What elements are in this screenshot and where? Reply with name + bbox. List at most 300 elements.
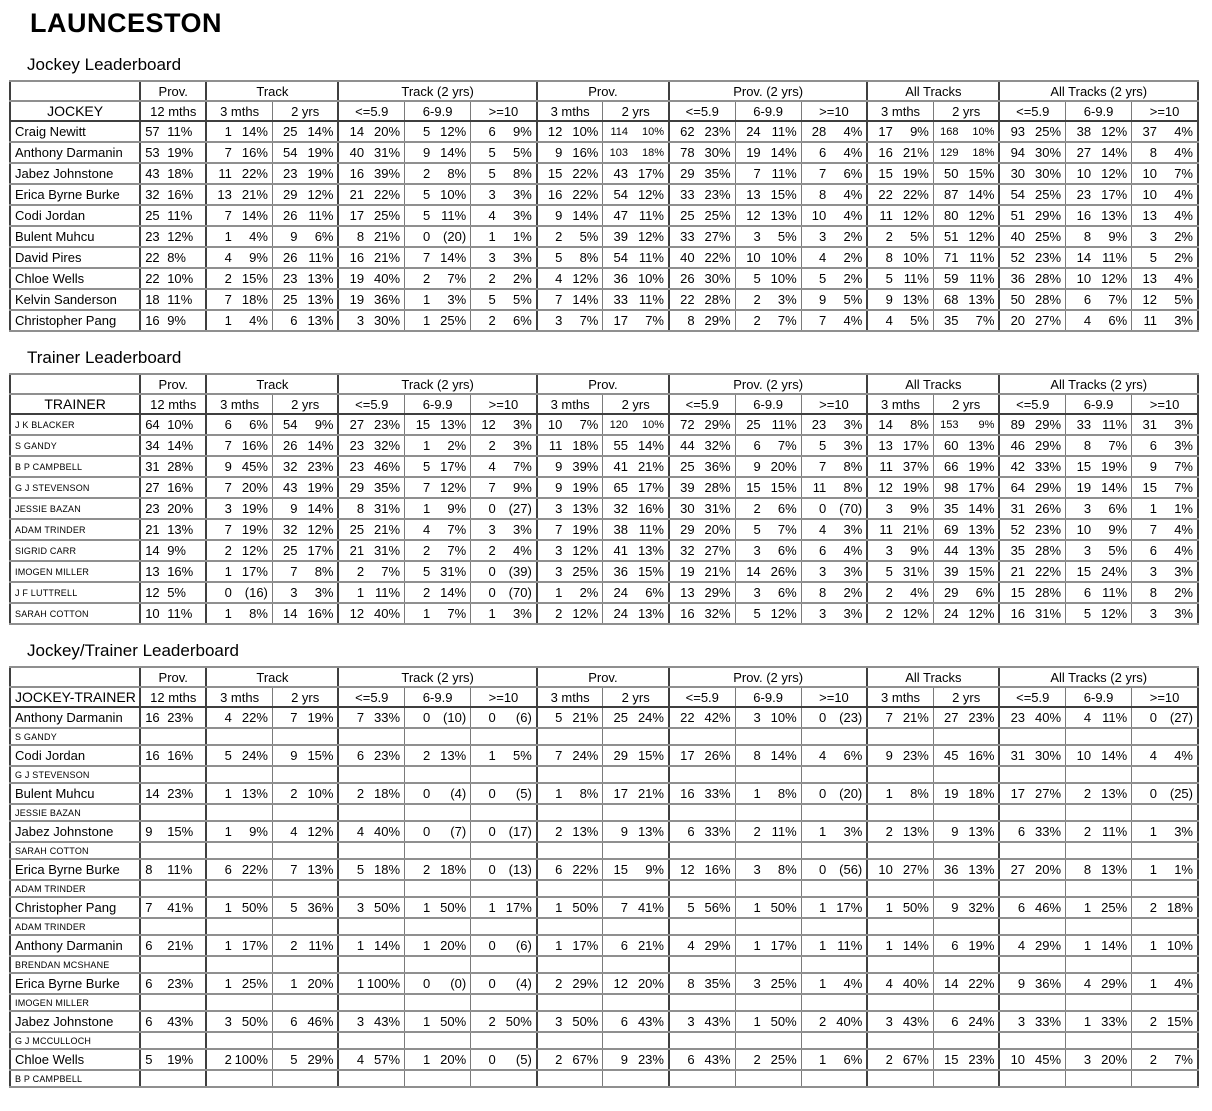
percent-value: 67%	[902, 1052, 929, 1067]
cell	[933, 268, 999, 289]
cell	[1132, 897, 1198, 918]
percent-value: 12%	[902, 606, 929, 621]
cell	[603, 435, 669, 456]
cell	[867, 707, 933, 728]
percent-value: 4%	[1174, 522, 1193, 537]
cell	[999, 804, 1065, 821]
count-value: 1	[819, 976, 827, 991]
percent-value: 6%	[843, 166, 863, 181]
percent-value: 28%	[1035, 543, 1062, 558]
percent-value: 1%	[1174, 501, 1193, 516]
cell-value	[1070, 564, 1127, 579]
cell	[933, 935, 999, 956]
cell-value	[938, 459, 995, 474]
percent-value: 11%	[308, 250, 334, 265]
percent-value: 19%	[968, 938, 995, 953]
cell-value	[674, 501, 731, 516]
cell-value	[145, 208, 201, 223]
percent-value: 3%	[512, 208, 532, 223]
cell	[801, 1070, 867, 1087]
cell-value	[806, 271, 863, 286]
count-value: 23	[283, 166, 298, 181]
count-value: 3	[555, 313, 563, 328]
percent-value: 36%	[1035, 976, 1062, 991]
cell-value	[806, 501, 863, 516]
cell	[537, 163, 603, 184]
cell	[603, 142, 669, 163]
cell-value	[211, 417, 268, 432]
cell	[1066, 289, 1132, 310]
cell	[801, 414, 867, 435]
count-value: 60	[943, 438, 959, 453]
section-title: Jockey Leaderboard	[27, 55, 182, 74]
cell-value	[674, 124, 731, 139]
cell	[801, 1049, 867, 1070]
percent-value: 25%	[241, 976, 268, 991]
cell-value	[343, 900, 400, 915]
count-value: 5	[1083, 606, 1092, 621]
cell-value	[211, 480, 268, 495]
percent-value: 100%	[366, 976, 401, 991]
cell-value	[938, 585, 995, 600]
cell-value	[740, 900, 797, 915]
percent-value: 23%	[307, 459, 334, 474]
count-value: 0	[488, 710, 496, 725]
percent-value: 14%	[770, 145, 797, 160]
cell	[801, 880, 867, 897]
cell	[999, 310, 1065, 331]
cell	[405, 745, 471, 766]
cell	[669, 561, 735, 582]
cell-value	[607, 166, 664, 181]
cell	[537, 498, 603, 519]
cell	[1132, 310, 1198, 331]
count-value: 69	[943, 522, 959, 537]
count-value: 9	[555, 459, 563, 474]
cell-value	[211, 585, 268, 600]
row-name: G J MCCULLOCH	[10, 1032, 140, 1049]
cell-value	[1004, 145, 1061, 160]
table-row	[10, 226, 1198, 247]
count-value: 3	[1017, 1014, 1026, 1029]
cell-value	[607, 250, 664, 265]
cell	[867, 184, 933, 205]
percent-value: 17%	[440, 459, 467, 474]
percent-value: 13%	[307, 271, 334, 286]
percent-value: 9%	[910, 543, 929, 558]
cell	[1066, 728, 1132, 745]
percent-value: 31%	[902, 564, 929, 579]
cell	[338, 414, 404, 435]
count-value: 7	[885, 710, 893, 725]
percent-value: 5%	[910, 313, 929, 328]
percent-value: (56)	[839, 862, 863, 877]
cell	[140, 745, 206, 766]
cell-value	[145, 786, 201, 801]
cell	[1066, 880, 1132, 897]
percent-value: 12%	[902, 208, 929, 223]
cell	[1132, 918, 1198, 935]
cell	[999, 289, 1065, 310]
count-value: 24	[613, 606, 628, 621]
cell	[603, 561, 669, 582]
cell-value	[740, 438, 797, 453]
cell-value	[277, 710, 334, 725]
count-value: 6	[687, 1052, 695, 1067]
row-name: Craig Newitt	[10, 121, 140, 142]
cell-value	[740, 564, 797, 579]
count-value: 10	[811, 208, 827, 223]
percent-value: 39%	[572, 459, 599, 474]
cell	[272, 935, 338, 956]
percent-value: 4%	[910, 585, 929, 600]
column-subheader: 3 mths	[537, 687, 603, 707]
cell	[669, 142, 735, 163]
percent-value: 19%	[307, 710, 334, 725]
percent-value: 5%	[167, 585, 186, 600]
cell	[603, 268, 669, 289]
cell-value	[277, 564, 334, 579]
cell	[471, 880, 537, 897]
cell-value	[475, 606, 532, 621]
cell	[471, 973, 537, 994]
percent-value: 10%	[641, 418, 664, 431]
cell-value	[475, 564, 532, 579]
percent-value: (23)	[839, 710, 863, 725]
cell	[537, 310, 603, 331]
percent-value: 10%	[770, 710, 797, 725]
percent-value: 14%	[1101, 145, 1128, 160]
cell-value	[277, 229, 334, 244]
cell-value	[542, 522, 599, 537]
percent-value: 50%	[241, 900, 268, 915]
percent-value: 15%	[1166, 1014, 1193, 1029]
cell	[405, 880, 471, 897]
cell	[999, 956, 1065, 973]
percent-value: 16%	[167, 564, 194, 579]
cell-value	[409, 208, 466, 223]
percent-value: (10)	[443, 710, 467, 725]
cell	[867, 435, 933, 456]
table-row	[10, 603, 1198, 624]
cell-value	[145, 229, 201, 244]
percent-value: 50%	[241, 1014, 268, 1029]
cell	[867, 310, 933, 331]
cell-value	[475, 145, 532, 160]
cell-value	[277, 208, 334, 223]
cell	[1132, 1032, 1198, 1049]
cell-value	[872, 480, 929, 495]
count-value: 0	[422, 786, 431, 801]
page-title: LAUNCESTON	[30, 8, 223, 38]
cell	[537, 1049, 603, 1070]
cell	[140, 477, 206, 498]
count-value: 0	[422, 710, 431, 725]
percent-value: 21%	[902, 145, 929, 160]
cell-value	[343, 710, 400, 725]
cell-value	[740, 522, 797, 537]
cell	[999, 498, 1065, 519]
cell-value	[938, 710, 995, 725]
cell	[933, 783, 999, 804]
count-value: 9	[224, 459, 232, 474]
count-value: 23	[811, 417, 827, 432]
cell	[603, 994, 669, 1011]
row-name: SIGRID CARR	[10, 540, 140, 561]
count-value: 6	[1083, 292, 1092, 307]
row-name: Jabez Johnstone	[10, 163, 140, 184]
cell-value	[542, 124, 599, 139]
percent-value: 11%	[1102, 824, 1128, 839]
cell	[735, 477, 801, 498]
percent-value: 5%	[777, 229, 797, 244]
column-subheader: <=5.9	[999, 394, 1065, 414]
percent-value: 40%	[1035, 710, 1062, 725]
cell-value	[1136, 480, 1193, 495]
count-value: 22	[145, 250, 160, 265]
cell	[405, 1049, 471, 1070]
cell	[801, 842, 867, 859]
count-value: 8	[819, 187, 827, 202]
cell	[537, 477, 603, 498]
column-group-header: Track (2 yrs)	[338, 374, 536, 394]
cell	[338, 1049, 404, 1070]
cell	[735, 935, 801, 956]
count-value: 6	[1149, 543, 1157, 558]
count-value: 17	[349, 208, 365, 223]
cell	[867, 1049, 933, 1070]
cell-value	[1004, 1052, 1061, 1067]
percent-value: 19%	[968, 459, 995, 474]
cell	[933, 1011, 999, 1032]
cell	[933, 163, 999, 184]
count-value: 1	[555, 938, 563, 953]
cell	[272, 540, 338, 561]
column-group-header: All Tracks (2 yrs)	[999, 81, 1198, 101]
count-value: 8	[1083, 229, 1092, 244]
percent-value: 19%	[307, 166, 334, 181]
cell-value	[938, 292, 995, 307]
cell-value	[674, 250, 731, 265]
cell	[669, 519, 735, 540]
count-value: 5	[422, 187, 431, 202]
cell	[933, 247, 999, 268]
count-value: 16	[1010, 606, 1026, 621]
percent-value: 12%	[1101, 124, 1128, 139]
cell	[867, 1011, 933, 1032]
count-value: 5	[422, 208, 431, 223]
cell-value	[607, 900, 664, 915]
cell-value	[607, 976, 664, 991]
cell-value	[475, 187, 532, 202]
cell	[338, 973, 404, 994]
column-group-row	[10, 81, 1198, 101]
cell-value	[211, 522, 268, 537]
percent-value: 28%	[1035, 271, 1062, 286]
cell-value	[607, 126, 664, 138]
count-value: 9	[951, 900, 959, 915]
column-group-header: All Tracks	[867, 81, 999, 101]
cell	[867, 582, 933, 603]
percent-value: 19%	[572, 480, 599, 495]
count-value: 7	[356, 710, 365, 725]
cell	[603, 498, 669, 519]
percent-value: 16%	[307, 606, 334, 621]
cell	[801, 477, 867, 498]
count-value: 12	[481, 417, 496, 432]
cell-value	[938, 938, 995, 953]
percent-value: 16%	[167, 187, 194, 202]
cell	[1132, 1070, 1198, 1087]
percent-value: 12%	[440, 480, 467, 495]
cell-value	[409, 710, 466, 725]
cell	[1066, 184, 1132, 205]
cell	[1132, 956, 1198, 973]
column-subheader: >=10	[801, 687, 867, 707]
percent-value: 50%	[572, 1014, 599, 1029]
cell	[1066, 163, 1132, 184]
count-value: 5	[687, 900, 695, 915]
count-value: 4	[422, 522, 431, 537]
count-value: 28	[811, 124, 827, 139]
percent-value: 12%	[307, 187, 334, 202]
cell-value	[674, 187, 731, 202]
cell-value	[542, 900, 599, 915]
cell	[405, 766, 471, 783]
cell	[537, 435, 603, 456]
percent-value: 22%	[241, 862, 268, 877]
table-row	[10, 728, 1198, 745]
cell	[471, 804, 537, 821]
percent-value: 40%	[902, 976, 929, 991]
percent-value: 23%	[167, 976, 194, 991]
percent-value: 11%	[771, 166, 797, 181]
cell	[801, 766, 867, 783]
cell-value	[1070, 250, 1127, 265]
table-row	[10, 1049, 1198, 1070]
percent-value: 20%	[241, 480, 268, 495]
cell-value	[938, 1014, 995, 1029]
cell	[933, 519, 999, 540]
percent-value: 67%	[572, 1052, 599, 1067]
cell-value	[542, 786, 599, 801]
cell	[1066, 994, 1132, 1011]
percent-value: 17%	[505, 900, 532, 915]
row-name: Erica Byrne Burke	[10, 973, 140, 994]
percent-value: 7%	[579, 313, 599, 328]
cell	[272, 728, 338, 745]
count-value: 2	[1149, 900, 1157, 915]
count-value: 3	[753, 976, 761, 991]
count-value: 1	[224, 824, 232, 839]
count-value: 3	[488, 522, 496, 537]
cell-value	[607, 862, 664, 877]
cell	[405, 247, 471, 268]
count-value: 7	[819, 459, 827, 474]
percent-value: 20%	[1101, 1052, 1128, 1067]
cell-value	[607, 459, 664, 474]
count-value: 9	[290, 748, 298, 763]
percent-value: 17%	[1101, 187, 1128, 202]
cell	[537, 121, 603, 142]
row-name: G J STEVENSON	[10, 766, 140, 783]
cell	[206, 247, 272, 268]
percent-value: 9%	[512, 480, 532, 495]
cell	[669, 766, 735, 783]
count-value: 6	[753, 438, 761, 453]
count-value: 1	[290, 976, 298, 991]
cell-value	[1004, 522, 1061, 537]
count-value: 1	[224, 938, 232, 953]
count-value: 17	[680, 748, 695, 763]
cell-value	[145, 748, 201, 763]
cell	[537, 226, 603, 247]
cell-value	[1136, 292, 1193, 307]
cell	[999, 163, 1065, 184]
cell	[206, 880, 272, 897]
cell	[867, 804, 933, 821]
percent-value: 43%	[374, 1014, 401, 1029]
cell	[471, 956, 537, 973]
cell	[669, 994, 735, 1011]
cell	[801, 205, 867, 226]
count-value: 29	[943, 585, 959, 600]
count-value: 15	[943, 1052, 959, 1067]
count-value: 0	[422, 229, 431, 244]
percent-value: 19%	[241, 501, 268, 516]
cell	[206, 582, 272, 603]
count-value: 23	[1010, 710, 1026, 725]
count-value: 1	[1149, 862, 1157, 877]
table-row	[10, 414, 1198, 435]
count-value: 6	[488, 124, 496, 139]
cell	[867, 728, 933, 745]
cell	[140, 582, 206, 603]
cell	[735, 918, 801, 935]
cell-value	[674, 208, 731, 223]
cell-value	[1070, 166, 1127, 181]
cell	[801, 897, 867, 918]
cell-value	[1136, 1014, 1193, 1029]
percent-value: 8%	[777, 862, 797, 877]
count-value: 7	[422, 250, 431, 265]
cell-value	[938, 126, 995, 138]
cell-value	[277, 250, 334, 265]
percent-value: 11%	[638, 208, 664, 223]
cell-value	[1136, 710, 1193, 725]
cell-value	[740, 271, 797, 286]
cell	[1132, 477, 1198, 498]
count-value: 25	[680, 208, 695, 223]
cell	[999, 561, 1065, 582]
cell	[1132, 582, 1198, 603]
cell-value	[740, 166, 797, 181]
percent-value: 13%	[902, 292, 929, 307]
cell	[338, 205, 404, 226]
count-value: 2	[224, 1052, 232, 1067]
percent-value: 7%	[1174, 1052, 1193, 1067]
cell	[1066, 897, 1132, 918]
percent-value: 9%	[249, 250, 268, 265]
cell	[140, 880, 206, 897]
cell-value	[872, 1052, 929, 1067]
cell	[471, 766, 537, 783]
count-value: 2	[753, 501, 761, 516]
count-value: 2	[753, 292, 761, 307]
cell	[801, 268, 867, 289]
cell-value	[607, 147, 664, 159]
count-value: 1	[422, 438, 431, 453]
